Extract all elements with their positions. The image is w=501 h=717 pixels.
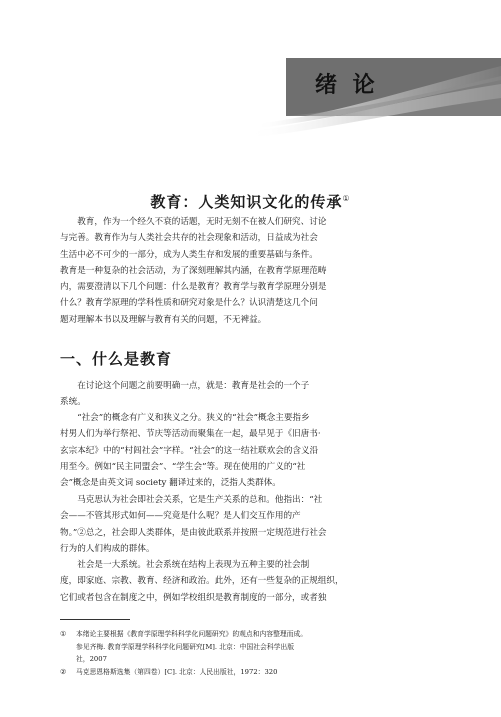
text-line: 教育，作为一个经久不衰的话题，无时无刻不在被人们研究、讨论: [77, 217, 327, 227]
section-title-footnote-mark: ①: [342, 194, 351, 203]
footnote-text: 社，2007: [76, 655, 107, 663]
text-line: 在讨论这个问题之前要明确一点，就是：教育是社会的一个子: [77, 381, 310, 391]
paragraph-1: [60, 378, 380, 411]
text-line: 玄宗本纪》中的“村闾社会”字样。“社会”的这一结社联欢会的含义沿: [60, 445, 319, 456]
text-line: 会”概念是由英文词 society 翻译过来的，泛指人类群体。: [60, 478, 281, 489]
text-line: 村男人们为举行祭祀、节庆等活动而聚集在一起，最早见于《旧唐书·: [60, 429, 321, 440]
footnote-1: [60, 628, 390, 666]
heading-what-is-education: 一、什么是教育: [60, 350, 173, 368]
text-line: 教育是一种复杂的社会活动，为了深刻理解其内涵，在教育学原理范畴: [60, 265, 327, 276]
footnote-2: [60, 666, 390, 679]
footnote-text: 马克思恩格斯选集（第四卷）[C]. 北京：人民出版社，1972：320: [76, 668, 278, 676]
text-line: 内，需要澄清以下几个问题：什么是教育？教育学与教育学原理分别是: [60, 282, 327, 293]
footnote-divider: [60, 619, 130, 620]
footnote-mark: ②: [60, 668, 67, 676]
text-line: 题对理解本书以及理解与教育有关的问题，不无裨益。: [60, 314, 267, 325]
text-line: 什么？教育学原理的学科性质和研究对象是什么？认识清楚这几个问: [60, 298, 318, 309]
text-line: 行为的人们构成的群体。: [60, 543, 155, 554]
section-title-text: 教育：人类知识文化的传承: [150, 193, 343, 211]
text-line: 社会是一大系统。社会系统在结构上表现为五种主要的社会制: [77, 560, 310, 570]
footnote-mark: ①: [60, 630, 67, 638]
text-line: 物。”②总之，社会即人类群体，是由彼此联系并按照一定规范进行社会: [60, 527, 327, 538]
text-line: 系统。: [60, 397, 86, 408]
text-line: 它们或者包含在制度之中，例如学校组织是教育制度的一部分，或者独: [60, 592, 327, 603]
section-title: [0, 191, 501, 212]
paragraph-2: [60, 410, 380, 491]
text-line: 生活中必不可少的一部分，成为人类生存和发展的重要基础与条件。: [60, 249, 318, 260]
text-line: 用至今。例如“民主同盟会”、“学生会”等。现在使用的广义的“社: [60, 461, 306, 472]
intro-paragraph: [60, 214, 380, 328]
text-line: 会——不管其形式如何——究竟是什么呢？是人们交互作用的产: [60, 511, 301, 522]
chapter-label: 绪 论: [315, 73, 379, 98]
footnote-text: 参见齐梅. 教育学原理学科科学化问题研究[M]. 北京：中国社会科学出版: [76, 642, 295, 651]
text-line: 度，即家庭、宗教、教育、经济和政治。此外，还有一些复杂的正规组织，: [60, 576, 344, 587]
text-line: “社会”的概念有广义和狭义之分。狭义的“社会”概念主要指乡: [77, 413, 310, 423]
paragraph-3: [60, 492, 380, 557]
paragraph-4: [60, 557, 380, 606]
text-line: 与完善。教育作为与人类社会共存的社会现象和活动，日益成为社会: [60, 233, 318, 244]
footnote-text: 本绪论主要根据《教育学原理学科科学化问题研究》的观点和内容整理而成。: [76, 630, 308, 638]
text-line: 马克思认为社会即社会关系，它是生产关系的总和。他指出：“社: [77, 495, 323, 505]
